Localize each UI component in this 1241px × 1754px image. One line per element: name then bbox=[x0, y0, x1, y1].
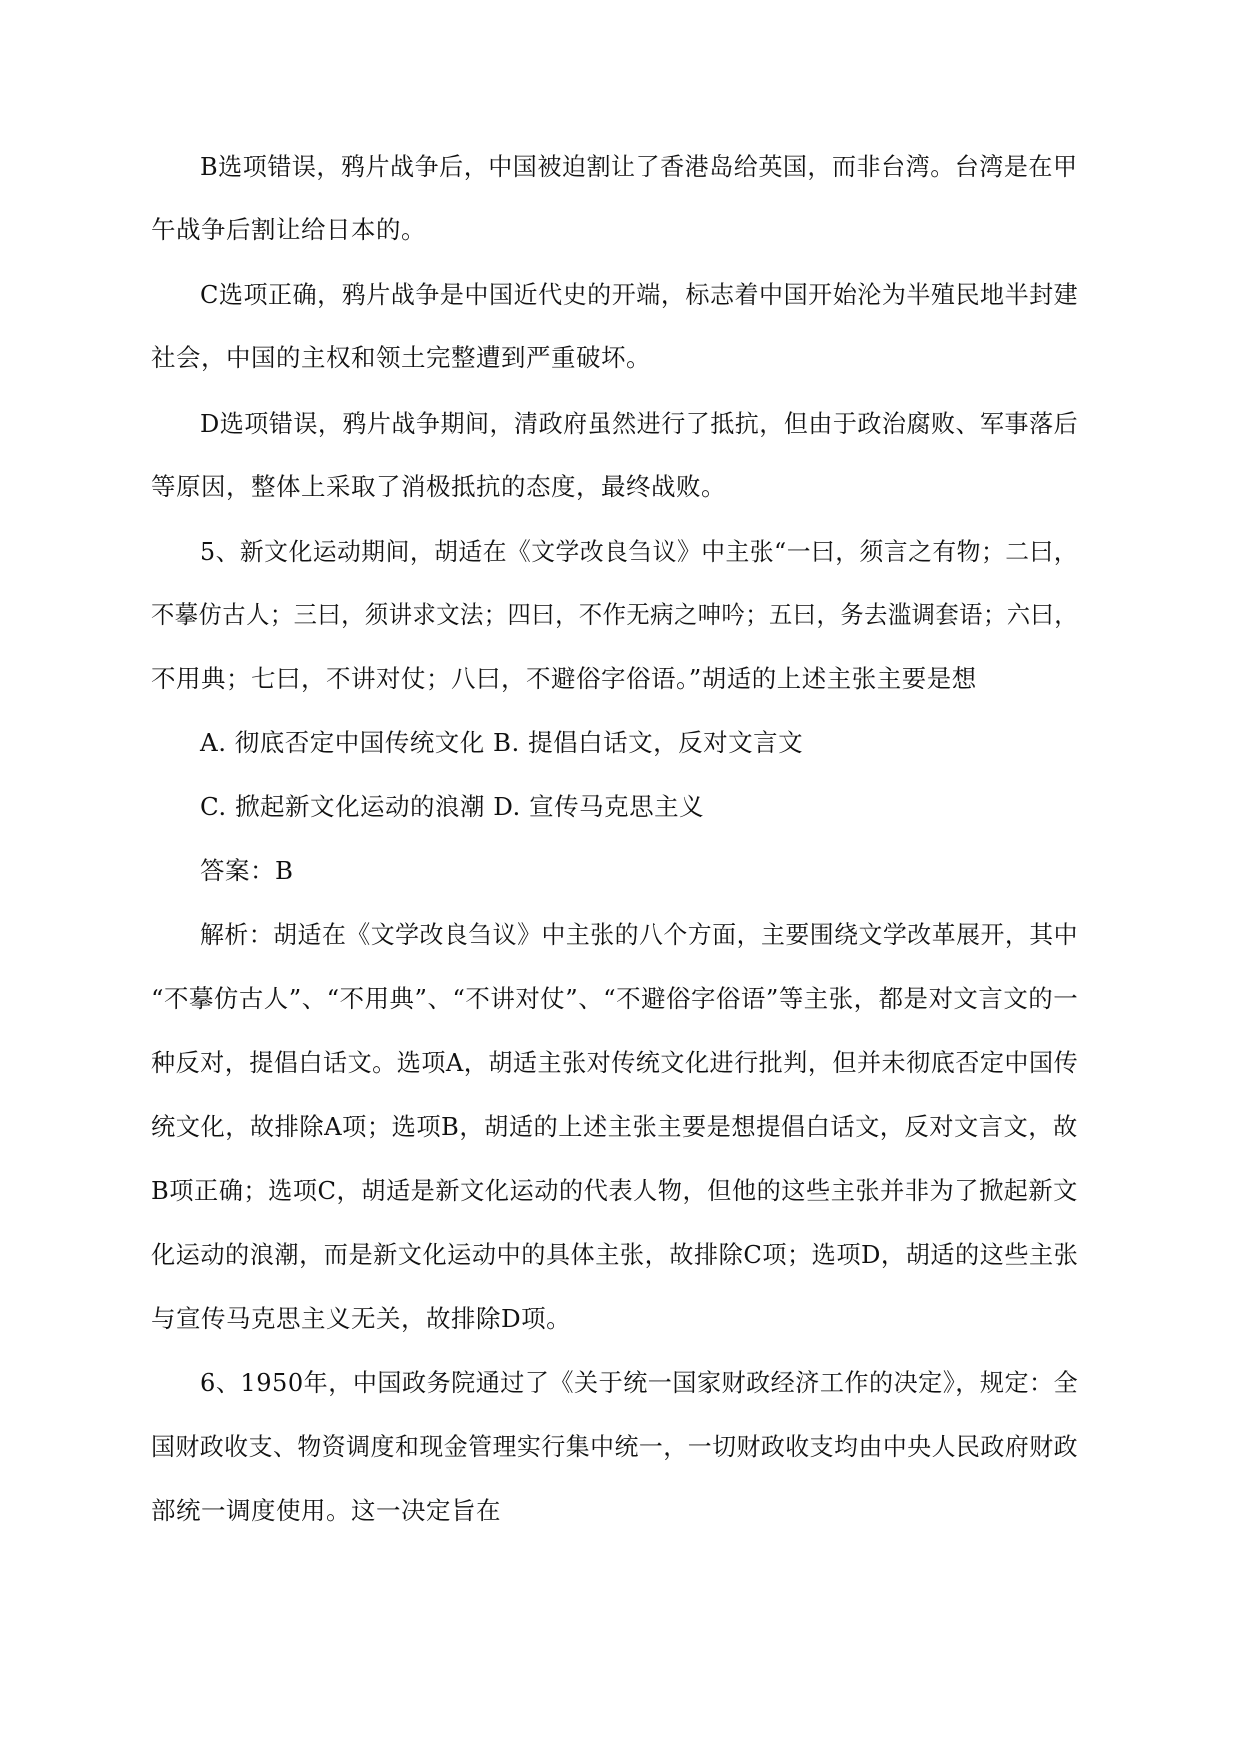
question-5-options-cd: C. 掀起新文化运动的浪潮 D. 宣传马克思主义 bbox=[200, 792, 705, 821]
question-5-stem: 5、新文化运动期间，胡适在《文学改良刍议》中主张“一曰，须言之有物；二曰， bbox=[200, 537, 1079, 566]
question-6-stem: 6、1950年，中国政务院通过了《关于统一国家财政经济工作的决定》，规定：全 bbox=[200, 1368, 1079, 1397]
text-line: 午战争后割让给日本的。 bbox=[151, 215, 426, 244]
text-line: “不摹仿古人”、“不用典”、“不讲对仗”、“不避俗字俗语”等主张，都是对文言文的一 bbox=[151, 984, 1079, 1013]
text-line: 统文化，故排除A项；选项B，胡适的上述主张主要是想提倡白话文，反对文言文，故 bbox=[151, 1112, 1078, 1141]
text-line: 国财政收支、物资调度和现金管理实行集中统一，一切财政收支均由中央人民政府财政 bbox=[151, 1432, 1079, 1461]
question-5-options-ab: A. 彻底否定中国传统文化 B. 提倡白话文，反对文言文 bbox=[200, 728, 804, 757]
question-5-answer: 答案：B bbox=[200, 856, 294, 885]
text-line: C选项正确，鸦片战争是中国近代史的开端，标志着中国开始沦为半殖民地半封建 bbox=[200, 280, 1079, 309]
text-line: B项正确；选项C，胡适是新文化运动的代表人物，但他的这些主张并非为了掀起新文 bbox=[151, 1176, 1078, 1205]
text-line: 部统一调度使用。这一决定旨在 bbox=[151, 1496, 501, 1525]
text-line: 与宣传马克思主义无关，故排除D项。 bbox=[151, 1304, 572, 1333]
text-line: 不用典；七曰，不讲对仗；八曰，不避俗字俗语。”胡适的上述主张主要是想 bbox=[151, 664, 977, 693]
text-line: 等原因，整体上采取了消极抵抗的态度，最终战败。 bbox=[151, 472, 726, 501]
text-line: D选项错误，鸦片战争期间，清政府虽然进行了抵抗，但由于政治腐败、军事落后 bbox=[200, 409, 1079, 438]
text-line: 种反对，提倡白话文。选项A，胡适主张对传统文化进行批判，但并未彻底否定中国传 bbox=[151, 1048, 1079, 1077]
text-line: B选项错误，鸦片战争后，中国被迫割让了香港岛给英国，而非台湾。台湾是在甲 bbox=[200, 152, 1078, 181]
text-line: 社会，中国的主权和领土完整遭到严重破坏。 bbox=[151, 343, 651, 372]
text-line: 不摹仿古人；三曰，须讲求文法；四曰，不作无病之呻吟；五曰，务去滥调套语；六曰， bbox=[151, 600, 1079, 629]
text-line: 化运动的浪潮，而是新文化运动中的具体主张，故排除C项；选项D，胡适的这些主张 bbox=[151, 1240, 1079, 1269]
question-5-explanation: 解析：胡适在《文学改良刍议》中主张的八个方面，主要围绕文学改革展开，其中 bbox=[200, 920, 1079, 949]
